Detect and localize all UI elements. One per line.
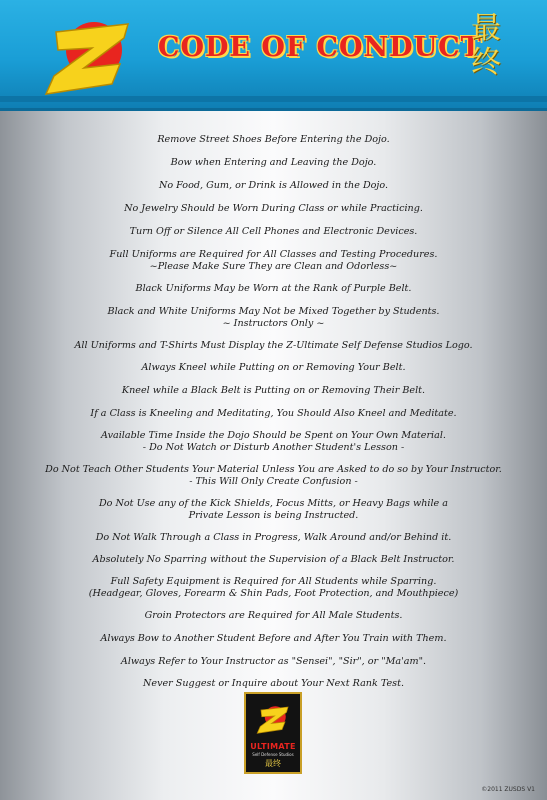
- rule-note: ~Please Make Sure They are Clean and Odorless~: [149, 261, 398, 272]
- rule-item: [40, 430, 507, 454]
- rule-item: [40, 633, 507, 645]
- rule-text: Bow when Entering and Leaving the Dojo.: [170, 157, 377, 168]
- z-logo-icon: [255, 700, 291, 738]
- rule-item: [40, 554, 507, 566]
- rule-item: [40, 576, 507, 600]
- rule-item: [40, 157, 507, 169]
- rule-item: [40, 464, 507, 488]
- rule-text: Do Not Use any of the Kick Shields, Focus Mitts, or Heavy Bags while a: [98, 498, 448, 509]
- rule-note: ~ Instructors Only ~: [222, 318, 325, 329]
- rule-text: No Jewelry Should be Worn During Class or while Practicing.: [124, 203, 423, 214]
- rule-text: Groin Protectors are Required for All Male Students.: [144, 610, 403, 621]
- rule-text: Always Kneel while Putting on or Removing Your Belt.: [141, 362, 406, 373]
- page-title: CODE OF CONDUCT: [158, 32, 482, 63]
- rule-text: Black and White Uniforms May Not be Mixed Together by Students.: [107, 306, 440, 317]
- rule-item: [40, 180, 507, 192]
- rule-text: No Food, Gum, or Drink is Allowed in the Dojo.: [158, 180, 389, 191]
- rule-text: Do Not Teach Other Students Your Material Unless You are Asked to do so by Your Instructor.: [45, 464, 502, 475]
- rule-note: - Do Not Watch or Disturb Another Student's Lesson -: [142, 442, 405, 453]
- rule-item: [40, 408, 507, 420]
- chinese-characters: 最 终: [471, 11, 501, 80]
- rule-text: Kneel while a Black Belt is Putting on or Removing Their Belt.: [121, 385, 426, 396]
- rule-item: [40, 678, 507, 690]
- badge-chinese: 最终: [265, 759, 281, 768]
- rule-item: [40, 656, 507, 668]
- rule-item: [40, 306, 507, 330]
- copyright-text: ©2011 ZUSDS V1: [481, 786, 535, 793]
- badge-word: ULTIMATE: [250, 742, 296, 751]
- rule-item: [40, 203, 507, 215]
- rule-item: [40, 532, 507, 544]
- rule-item: [40, 362, 507, 374]
- ultimate-badge: [244, 692, 302, 774]
- rule-item: [40, 385, 507, 397]
- rule-item: [40, 498, 507, 522]
- rule-text: Full Safety Equipment is Required for All Students while Sparring.: [110, 576, 437, 587]
- rule-item: [40, 283, 507, 295]
- rule-text: Remove Street Shoes Before Entering the Dojo.: [157, 134, 390, 145]
- rule-item: [40, 134, 507, 146]
- rule-text: All Uniforms and T-Shirts Must Display the Z-Ultimate Self Defense Studios Logo.: [74, 340, 473, 351]
- rule-text: Full Uniforms are Required for All Classes and Testing Procedures.: [109, 249, 438, 260]
- rule-item: [40, 249, 507, 273]
- rule-text: Available Time Inside the Dojo Should be Spent on Your Own Material.: [101, 430, 446, 441]
- rule-note: - This Will Only Create Confusion -: [189, 476, 358, 487]
- rule-item: [40, 340, 507, 352]
- z-logo-icon: [40, 14, 136, 98]
- rule-item: [40, 610, 507, 622]
- rule-text: Black Uniforms May be Worn at the Rank of Purple Belt.: [135, 283, 412, 294]
- rule-text: Turn Off or Silence All Cell Phones and Electronic Devices.: [129, 226, 418, 237]
- header-banner: [0, 0, 547, 111]
- rule-note: (Headgear, Gloves, Forearm & Shin Pads, Foot Protection, and Mouthpiece): [88, 588, 459, 599]
- rule-item: [40, 226, 507, 238]
- rule-text: Always Bow to Another Student Before and After You Train with Them.: [100, 633, 447, 644]
- rule-text: If a Class is Kneeling and Meditating, You Should Also Kneel and Meditate.: [90, 408, 457, 419]
- rule-text: Absolutely No Sparring without the Supervision of a Black Belt Instructor.: [92, 554, 455, 565]
- badge-subtitle: Self Defense Studios: [252, 752, 294, 757]
- rule-text: Do Not Walk Through a Class in Progress, Walk Around and/or Behind it.: [95, 532, 452, 543]
- rule-note: Private Lesson is being Instructed.: [188, 510, 359, 521]
- rules-list: [40, 134, 507, 690]
- rule-text: Always Refer to Your Instructor as "Sensei", "Sir", or "Ma'am".: [120, 656, 427, 667]
- rule-text: Never Suggest or Inquire about Your Next Rank Test.: [143, 678, 404, 689]
